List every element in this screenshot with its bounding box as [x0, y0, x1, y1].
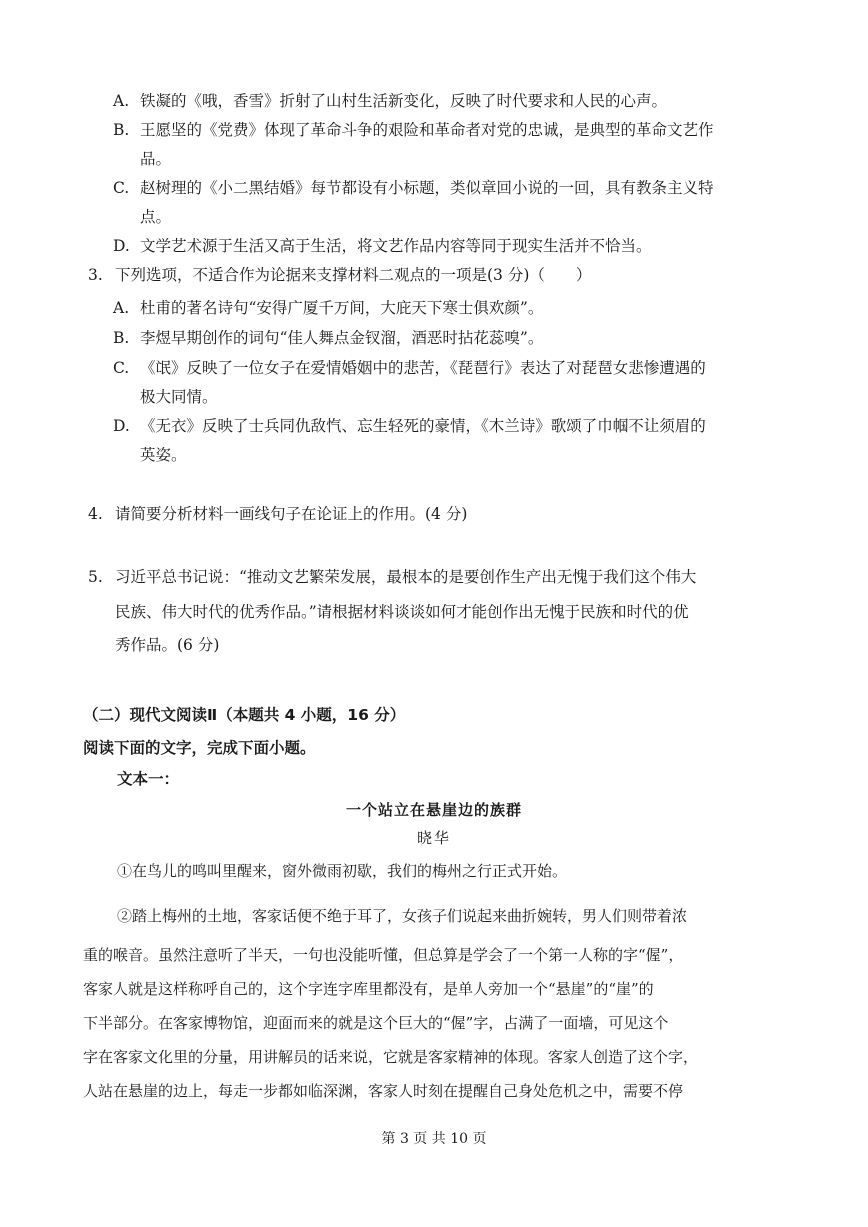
article-title: 一个站立在悬崖边的族群 — [345, 801, 522, 819]
section-2-instruction: 阅读下面的文字，完成下面小题。 — [83, 739, 316, 757]
paragraph-2-line-3: 客家人就是这样称呼自己的，这个字连字库里都没有，是单人旁加一个“悬崖”的“崖”的 — [83, 980, 654, 998]
q3-option-c-letter: C. — [113, 359, 130, 377]
q2-option-c-letter: C. — [113, 179, 130, 197]
q3-option-d-text-2: 英姿。 — [140, 446, 187, 464]
text-one-label: 文本一： — [117, 770, 180, 788]
q4-number: 4. — [88, 505, 103, 523]
q3-option-d-text-1: 《无衣》反映了士兵同仇敌忾、忘生轻死的豪情，《木兰诗》歌颂了巾帼不让须眉的 — [140, 417, 706, 435]
paragraph-2-line-6: 人站在悬崖的边上，每走一步都如临深渊，客家人时刻在提醒自己身处危机之中，需要不停 — [83, 1082, 684, 1100]
q3-number: 3. — [88, 266, 103, 284]
q3-option-d-letter: D. — [113, 417, 130, 435]
q2-option-b-text-2: 品。 — [140, 150, 172, 168]
q2-option-c-text-2: 点。 — [140, 208, 172, 226]
q5-line-2: 民族、伟大时代的优秀作品。”请根据材料谈谈如何才能创作出无愧于民族和时代的优 — [115, 603, 689, 621]
q5-number: 5. — [88, 568, 103, 586]
q2-option-c-text-1: 赵树理的《小二黑结婚》每节都设有小标题，类似章回小说的一回，具有教条主义特 — [140, 179, 714, 197]
q3-option-a-text: 杜甫的著名诗句“安得广厦千万间，大庇天下寒士俱欢颜”。 — [140, 299, 544, 317]
paragraph-2-line-2: 重的喉音。虽然注意听了半天，一句也没能听懂，但总算是学会了一个第一人称的字“偓”， — [83, 946, 684, 964]
section-2-heading: （二）现代文阅读Ⅱ（本题共 4 小题，16 分） — [83, 706, 406, 724]
paragraph-2-line-4: 下半部分。在客家博物馆，迎面而来的就是这个巨大的“偓”字，占满了一面墙，可见这个 — [83, 1014, 669, 1032]
q2-option-a-text: 铁凝的《哦，香雪》折射了山村生活新变化，反映了时代要求和人民的心声。 — [140, 92, 668, 110]
page-footer: 第 3 页 共 10 页 — [381, 1131, 487, 1147]
q3-option-c-text-2: 极大同情。 — [140, 388, 218, 406]
q2-option-d-text: 文学艺术源于生活又高于生活，将文艺作品内容等同于现实生活并不恰当。 — [140, 237, 652, 255]
q2-option-a-letter: A. — [113, 92, 130, 110]
q3-option-c-text-1: 《氓》反映了一位女子在爱情婚姻中的悲苦，《琵琶行》表达了对琵琶女悲惨遭遇的 — [140, 359, 706, 377]
q2-option-d-letter: D. — [113, 237, 130, 255]
paragraph-2-line-1: ②踏上梅州的土地，客家话便不绝于耳了，女孩子们说起来曲折婉转，男人们则带着浓 — [117, 907, 688, 925]
paragraph-2-line-5: 字在客家文化里的分量，用讲解员的话来说，它就是客家精神的体现。客家人创造了这个字， — [83, 1048, 699, 1066]
paragraph-1: ①在鸟儿的鸣叫里醒来，窗外微雨初歇，我们的梅州之行正式开始。 — [117, 862, 568, 880]
q3-stem: 下列选项，不适合作为论据来支撑材料二观点的一项是(3 分)（ ） — [115, 266, 592, 284]
q2-option-b-letter: B. — [113, 121, 130, 139]
q5-line-1: 习近平总书记说：“推动文艺繁荣发展，最根本的是要创作生产出无愧于我们这个伟大 — [115, 568, 697, 586]
q5-line-3: 秀作品。(6 分) — [115, 636, 220, 654]
q3-option-b-letter: B. — [113, 329, 130, 347]
article-author: 晓华 — [416, 829, 451, 847]
q3-option-a-letter: A. — [113, 299, 130, 317]
q4-stem: 请简要分析材料一画线句子在论证上的作用。(4 分) — [115, 505, 468, 523]
q3-option-b-text: 李煜早期创作的词句“佳人舞点金钗溜，酒恶时拈花蕊嗅”。 — [140, 329, 544, 347]
q2-option-b-text-1: 王愿坚的《党费》体现了革命斗争的艰险和革命者对党的忠诚，是典型的革命文艺作 — [140, 121, 714, 139]
